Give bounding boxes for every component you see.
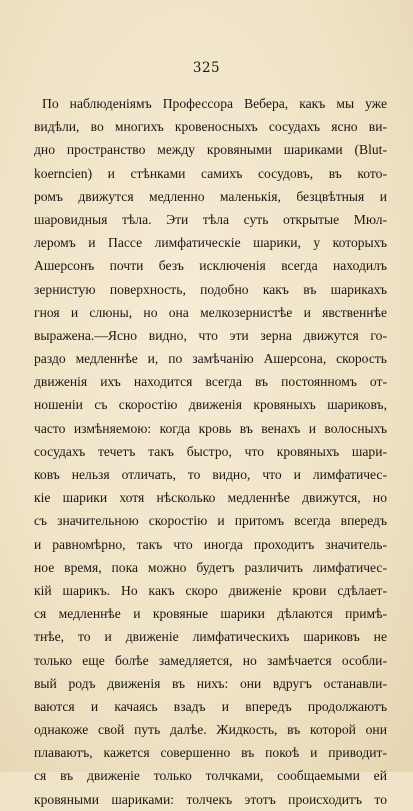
text-line: ное время, пока можно будетъ различить лимфатичес- (34, 559, 387, 575)
text-line: гноя и слюны, но она мелкозернистѣе и явственнѣе (34, 304, 387, 320)
text-line: однакоже свой путь далѣе. Жидкость, въ которой они (34, 722, 387, 738)
text-line: koerncіen) и стѣнками самихъ сосудовъ, въ кото- (34, 165, 387, 181)
text-line: вый родъ движенія въ нихъ: они вдругъ останавли- (34, 675, 387, 691)
text-line: По наблюденіямъ Профессора Вебера, какъ мы уже (42, 96, 387, 111)
page-number: 325 (192, 60, 221, 76)
text-line: только еще болѣе замедляется, но замѣчается особли- (34, 652, 387, 668)
text-line: ковъ нельзя отличать, то видно, что и лимфатичес- (34, 467, 387, 482)
text-line: ношеніи съ скоростію движенія кровяныхъ шариковъ, (34, 397, 387, 413)
text-line: видѣли, во многихъ кровеносныхъ сосудахъ ясно ви- (34, 119, 387, 135)
body-text (34, 92, 387, 811)
text-line: съ значительною скоростію и притомъ всегда впередъ (34, 513, 387, 529)
text-line: ваются и качаясь взадъ и впередъ продолжаютъ (34, 698, 387, 714)
text-line: кій шарикъ. Но какъ скоро движеніе крови сдѣлает- (34, 582, 387, 598)
text-line: и равномѣрно, такъ что иногда проходитъ значитель- (34, 536, 387, 552)
text-line: выражена.—Ясно видно, что эти зерна движутся го- (34, 327, 387, 343)
text-line: кровяными шариками: толчекъ этотъ происходитъ то (34, 791, 387, 807)
text-line: часто измѣняемою: когда кровь въ венахъ и волосныхъ (34, 420, 387, 436)
text-line: движенія ихъ находится всегда въ постоянномъ от- (34, 374, 387, 390)
text-line: плаваютъ, кажется совершенно въ покоѣ и приводит- (34, 745, 387, 761)
text-line: Ашерсонъ почти безъ исключенія всегда находилъ (34, 258, 387, 274)
text-line: раздо медленнѣе и, по замѣчанію Ашерсона, скорость (34, 351, 387, 367)
text-line: дно пространство между кровяными шариками (Blut- (34, 142, 387, 158)
text-line: шаровидныя тѣла. Эти тѣла суть открытые Мюл- (34, 211, 387, 227)
text-line: леромъ и Пассе лимфатическіе шарики, у которыхъ (34, 235, 387, 251)
text-line: ся въ движеніе только толчками, сообщаемыми ей (34, 768, 387, 784)
text-line: зернистую поверхность, подобно какъ въ шарикахъ (34, 281, 387, 297)
text-line: ромъ движутся медленно маленькія, безцвѣтныя и (34, 188, 387, 204)
text-line: ся медленнѣе и кровяные шарики дѣлаются примѣ- (34, 606, 387, 622)
text-line: кіе шарики хотя нѣсколько медленнѣе движутся, но (34, 490, 387, 506)
text-line: сосудахъ течетъ такъ быстро, что кровяныхъ шари- (34, 443, 387, 459)
text-line: тнѣе, то и движеніе лимфатическихъ шариковъ не (34, 629, 387, 645)
